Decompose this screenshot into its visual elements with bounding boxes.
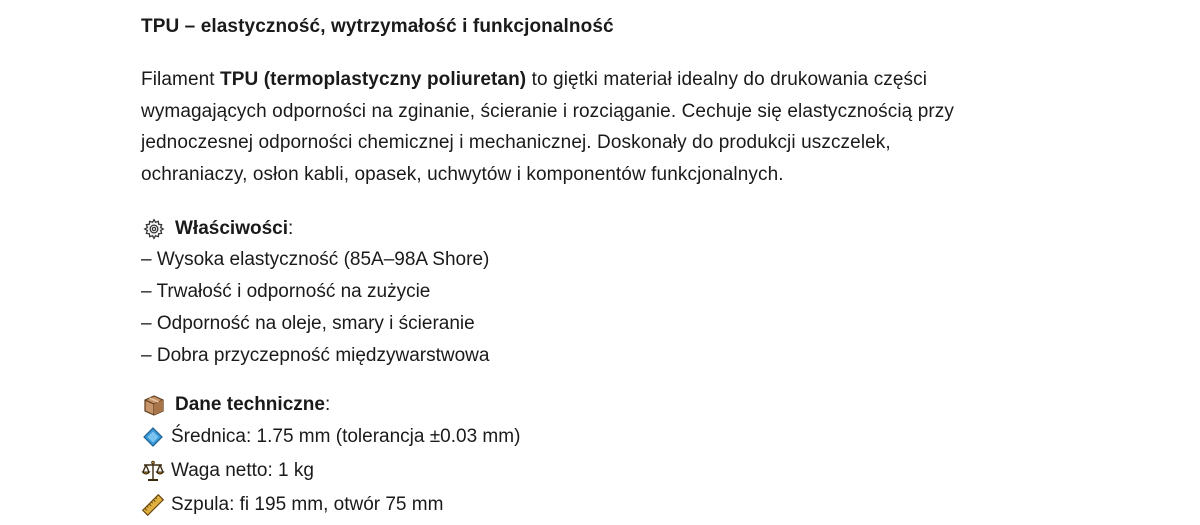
list-item: – Trwałość i odporność na zużycie: [141, 281, 431, 302]
specs-label: Dane techniczne: [175, 394, 325, 415]
spec-row-weight: [141, 454, 1141, 488]
properties-list: [141, 244, 1141, 372]
list-item: – Dobra przyczepność międzywarstwowa: [141, 345, 490, 366]
specs-list: [141, 420, 1141, 522]
spec-diameter-text: Średnica: 1.75 mm (tolerancja ±0.03 mm): [171, 426, 521, 447]
page-title: TPU – elastyczność, wytrzymałość i funkcjonalność: [141, 16, 614, 37]
list-item: – Odporność na oleje, smary i ścieranie: [141, 313, 475, 334]
ruler-icon: [141, 493, 165, 517]
gear-icon: [141, 216, 167, 242]
properties-label: Właściwości: [175, 218, 288, 239]
specs-heading: [141, 390, 1141, 420]
intro-bold-term: TPU (termoplastyczny poliuretan): [220, 69, 527, 90]
scales-icon: [141, 459, 165, 483]
properties-heading: [141, 214, 1141, 244]
spec-row-spool: [141, 488, 1141, 522]
package-icon: [141, 392, 167, 418]
intro-prefix: Filament: [141, 69, 221, 90]
intro-line-3: jednoczesnej odporności chemicznej i mechanicznej. Doskonały do produkcji uszczelek,: [141, 132, 891, 153]
properties-colon: :: [288, 218, 294, 239]
spec-spool-text: Szpula: fi 195 mm, otwór 75 mm: [171, 494, 444, 515]
intro-line-1-rest: to giętki materiał idealny do drukowania części: [526, 69, 928, 90]
list-item: – Wysoka elastyczność (85A–98A Shore): [141, 249, 490, 270]
spec-weight-text: Waga netto: 1 kg: [171, 460, 314, 481]
intro-line-1: [141, 64, 1141, 96]
intro-paragraph: [141, 64, 1141, 190]
specs-colon: :: [324, 394, 331, 415]
intro-line-2: wymagających odporności na zginanie, ścieranie i rozciąganie. Cechuje się elastycznością przy: [141, 100, 954, 122]
spec-row-diameter: [141, 420, 1141, 454]
document-body: [141, 14, 1141, 522]
intro-line-4: ochraniaczy, osłon kabli, opasek, uchwytów i komponentów funkcjonalnych.: [141, 163, 784, 185]
blue-diamond-icon: [141, 425, 165, 449]
